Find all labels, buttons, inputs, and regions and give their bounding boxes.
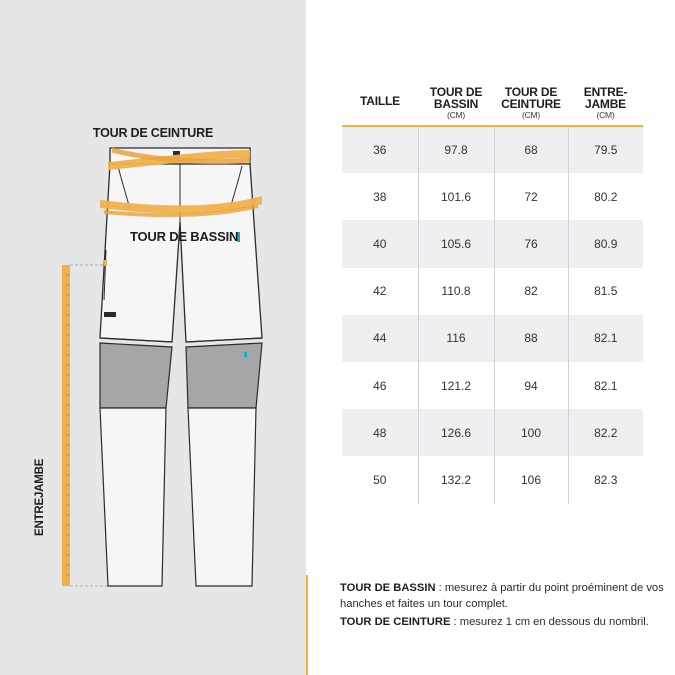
- table-cell: 44: [342, 315, 418, 362]
- table-cell: 79.5: [568, 126, 643, 173]
- table-row: [342, 268, 643, 315]
- table-cell: 121.2: [418, 362, 494, 409]
- table-cell: 81.5: [568, 268, 643, 315]
- table-cell: 82.3: [568, 456, 643, 503]
- table-cell: 80.2: [568, 173, 643, 220]
- table-cell: 42: [373, 284, 387, 299]
- table-cell: 40: [342, 220, 418, 267]
- size-table: [342, 80, 643, 504]
- table-cell: 82.1: [568, 362, 643, 409]
- header-inseam: ENTRE-JAMBE (CM): [583, 85, 628, 120]
- table-cell: 82.1: [568, 315, 643, 362]
- table-cell: 105.6: [418, 220, 494, 267]
- table-cell: 101.6: [418, 173, 494, 220]
- note-waist-text: : mesurez 1 cm en dessous du nombril.: [450, 616, 649, 628]
- table-row: [342, 409, 643, 456]
- header-size: TAILLE: [360, 94, 400, 108]
- waist-label: TOUR DE CEINTURE: [92, 126, 214, 140]
- header-waist: TOUR DE CEINTURE (CM): [501, 85, 561, 120]
- inseam-label: ENTREJAMBE: [34, 458, 46, 536]
- note-hip-term: TOUR DE BASSIN: [340, 582, 436, 594]
- table-cell: 36: [342, 126, 418, 173]
- table-row: [342, 456, 643, 503]
- table-cell: 132.2: [418, 456, 494, 503]
- table-cell: 110.8: [418, 268, 494, 315]
- table-cell: 72: [494, 173, 568, 220]
- hip-label: TOUR DE BASSIN: [130, 229, 239, 244]
- note-waist-term: TOUR DE CEINTURE: [340, 616, 451, 628]
- table-cell: 97.8: [418, 126, 494, 173]
- table-cell: 48: [342, 409, 418, 456]
- table-cell: 100: [494, 409, 568, 456]
- table-cell: 38: [373, 189, 387, 204]
- table-cell: 116: [418, 315, 494, 362]
- note-hip-text: : mesurez à partir du point proéminent de vos hanches et faites un tour complet.: [340, 582, 664, 610]
- table-row: [342, 315, 643, 362]
- table-cell: 80.9: [568, 220, 643, 267]
- table-cell: 106: [494, 456, 568, 503]
- measurement-figure-panel: [0, 0, 306, 675]
- table-cell: 46: [373, 378, 387, 393]
- table-cell: 82.2: [568, 409, 643, 456]
- note-hip: [340, 580, 670, 612]
- table-cell: 50: [373, 472, 387, 487]
- measurement-notes: [340, 580, 670, 632]
- note-waist: [340, 614, 670, 630]
- table-cell: 88: [494, 315, 568, 362]
- table-cell: 126.6: [418, 409, 494, 456]
- table-row: [342, 173, 643, 220]
- table-cell: 82: [494, 268, 568, 315]
- pants-illustration: [0, 0, 306, 675]
- table-row: [342, 362, 643, 409]
- table-cell: 94: [494, 362, 568, 409]
- inseam-tape: [62, 265, 70, 586]
- table-cell: 68: [494, 126, 568, 173]
- notes-accent-bar: [306, 575, 308, 675]
- table-row: [342, 220, 643, 267]
- table-row: [342, 126, 643, 173]
- header-hip: TOUR DE BASSIN (CM): [429, 85, 483, 120]
- size-chart-panel: [306, 0, 675, 675]
- table-header-row: [342, 80, 643, 126]
- table-cell: 76: [494, 220, 568, 267]
